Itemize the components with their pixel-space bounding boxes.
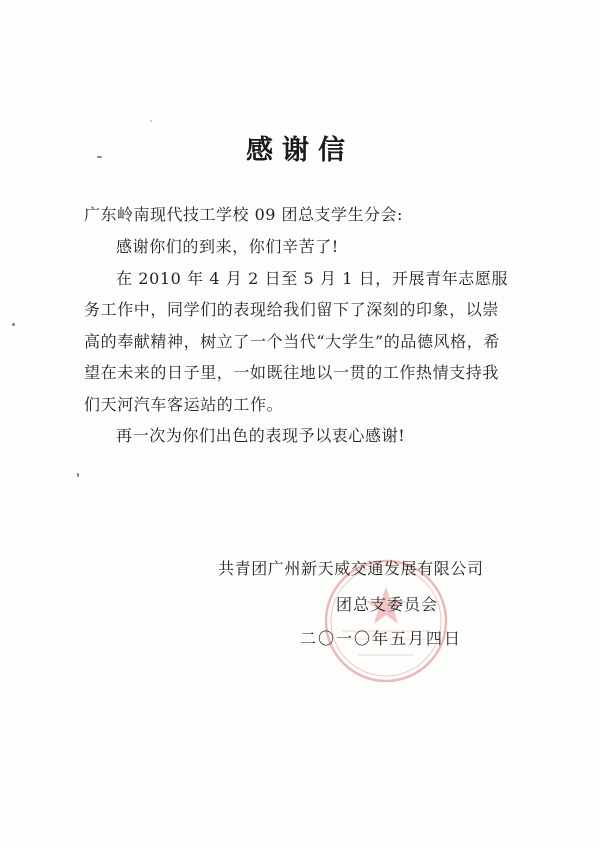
signature-committee: 团总支委员会 bbox=[336, 595, 439, 614]
signature-date: 二〇一〇年五月四日 bbox=[300, 629, 463, 648]
letter-salutation: 广东岭南现代技工学校 09 团总支学生分会: bbox=[84, 205, 403, 224]
letter-paragraph: 在 2010 年 4 月 2 日至 5 月 1 日，开展青年志愿服务工作中，同学们的表现给我们留下了深刻的印象，以崇高的奉献精神，树立了一个当代“大学生”的品德风格，希望在未来的日子里，一如既往地以一贯的工作热情支持我们天河汽车客运站的工作。 bbox=[84, 268, 509, 414]
scan-speck bbox=[150, 120, 152, 122]
letter-title: 感谢信 bbox=[246, 135, 354, 166]
letter-paragraph: 再一次为你们出色的表现予以衷心感谢! bbox=[116, 426, 406, 445]
scan-speck bbox=[77, 473, 79, 477]
signature-organization: 共青团广州新天威交通发展有限公司 bbox=[218, 559, 484, 578]
letter-paragraph: 感谢你们的到来，你们辛苦了! bbox=[116, 237, 339, 256]
scan-speck bbox=[12, 323, 15, 326]
letter-body bbox=[84, 231, 514, 452]
